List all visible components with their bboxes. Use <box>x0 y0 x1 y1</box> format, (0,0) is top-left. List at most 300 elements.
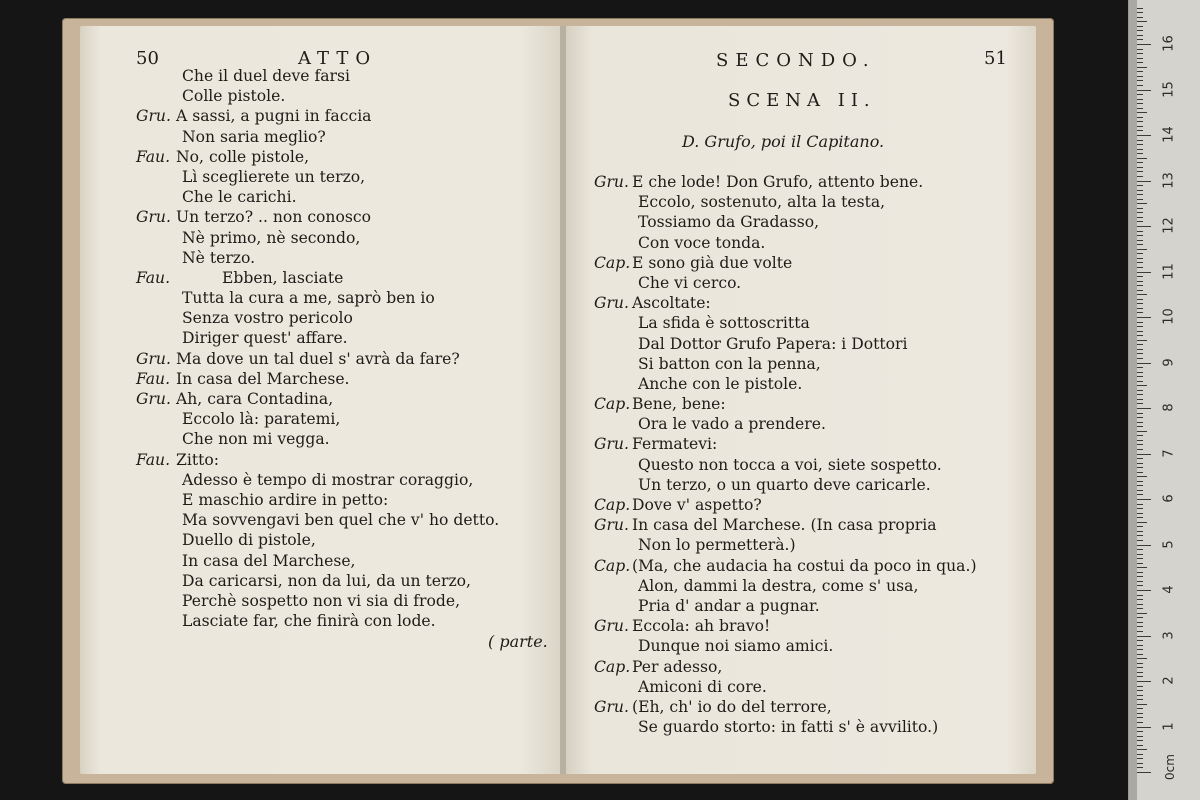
speaker-label: Fau. <box>136 268 171 287</box>
ruler-tick <box>1137 458 1143 459</box>
verse-text: Ascoltate: <box>632 294 711 313</box>
ruler-tick <box>1137 140 1143 141</box>
verse-text: Dunque noi siamo amici. <box>638 637 834 656</box>
ruler-tick <box>1137 403 1143 404</box>
ruler-tick <box>1137 240 1143 241</box>
ruler-tick <box>1137 499 1151 500</box>
ruler-tick <box>1137 686 1143 687</box>
ruler-tick <box>1137 613 1147 614</box>
speaker-label: Cap. <box>594 556 631 575</box>
text-line <box>136 369 556 389</box>
ruler-tick <box>1137 149 1143 150</box>
ruler-tick <box>1137 467 1143 468</box>
speaker-label: Gru. <box>594 516 629 535</box>
ruler-tick <box>1137 554 1143 555</box>
text-line <box>594 192 1030 212</box>
ruler-tick <box>1137 358 1143 359</box>
ruler-tick <box>1137 372 1143 373</box>
left-text-block <box>136 66 556 631</box>
ruler-tick <box>1137 713 1143 714</box>
text-line <box>594 434 1030 454</box>
ruler-tick <box>1137 590 1151 591</box>
text-line <box>136 551 556 571</box>
verse-text: Che vi cerco. <box>638 273 742 292</box>
ruler-tick <box>1137 181 1151 182</box>
ruler-tick <box>1137 422 1143 423</box>
ruler-tick <box>1137 708 1143 709</box>
ruler-tick <box>1137 262 1143 263</box>
ruler-tick <box>1137 676 1143 677</box>
ruler-tick <box>1137 85 1143 86</box>
text-line <box>136 591 556 611</box>
ruler-tick <box>1137 444 1143 445</box>
measuring-ruler <box>1128 0 1200 800</box>
ruler-tick <box>1137 540 1143 541</box>
ruler-tick <box>1137 30 1143 31</box>
right-text-block <box>594 172 1030 737</box>
text-line <box>594 636 1030 656</box>
verse-text: La sfida è sottoscritta <box>638 314 810 333</box>
verse-text: Perchè sospetto non vi sia di frode, <box>182 591 461 610</box>
verse-text: Ma sovvengavi ben quel che v' ho detto. <box>182 511 500 530</box>
ruler-tick <box>1137 26 1143 27</box>
text-line <box>136 127 556 147</box>
ruler-tick <box>1137 472 1143 473</box>
speaker-label: Gru. <box>594 294 629 313</box>
text-line <box>594 717 1030 737</box>
ruler-tick <box>1137 763 1143 764</box>
verse-text: Nè primo, nè secondo, <box>182 228 361 247</box>
ruler-tick <box>1137 740 1143 741</box>
ruler-tick <box>1137 772 1151 773</box>
ruler-tick <box>1137 158 1147 159</box>
ruler-tick <box>1137 435 1143 436</box>
ruler-tick <box>1137 12 1143 13</box>
ruler-tick <box>1137 394 1143 395</box>
text-line <box>136 86 556 106</box>
ruler-tick <box>1137 417 1143 418</box>
text-line <box>594 657 1030 677</box>
verse-text: Eccola: ah bravo! <box>632 617 771 636</box>
verse-text: Nè terzo. <box>182 248 256 267</box>
text-line <box>594 576 1030 596</box>
speaker-label: Gru. <box>136 107 171 126</box>
text-line <box>594 677 1030 697</box>
text-line <box>136 571 556 591</box>
ruler-tick <box>1137 699 1143 700</box>
ruler-tick <box>1137 349 1143 350</box>
ruler-tick <box>1137 199 1143 200</box>
speaker-label: Gru. <box>136 208 171 227</box>
ruler-tick <box>1137 49 1143 50</box>
ruler-tick <box>1137 622 1143 623</box>
ruler-tick <box>1137 258 1143 259</box>
speaker-label: Cap. <box>594 657 631 676</box>
ruler-tick <box>1137 754 1143 755</box>
text-line <box>136 450 556 470</box>
running-head-right: SECONDO. <box>716 50 876 71</box>
text-line <box>594 394 1030 414</box>
ruler-tick <box>1137 640 1143 641</box>
verse-text: Ma dove un tal duel s' avrà da fare? <box>176 349 460 368</box>
text-line <box>136 470 556 490</box>
ruler-tick <box>1137 99 1143 100</box>
ruler-tick <box>1137 308 1143 309</box>
ruler-tick <box>1137 340 1147 341</box>
text-line <box>594 233 1030 253</box>
ruler-tick <box>1137 576 1143 577</box>
ruler-tick <box>1137 8 1143 9</box>
ruler-tick <box>1137 185 1143 186</box>
text-line <box>136 530 556 550</box>
text-line <box>136 308 556 328</box>
verse-text: Diriger quest' affare. <box>182 329 348 348</box>
verse-text: Eccolo là: paratemi, <box>182 410 341 429</box>
verse-text: In casa del Marchese. (In casa propria <box>632 516 937 535</box>
ruler-tick <box>1137 344 1143 345</box>
verse-text: Che il duel deve farsi <box>182 67 351 85</box>
ruler-tick <box>1137 363 1151 364</box>
ruler-tick <box>1137 431 1147 432</box>
speaker-label: Gru. <box>594 697 629 716</box>
ruler-tick <box>1137 294 1147 295</box>
ruler-tick <box>1137 162 1143 163</box>
speaker-label: Cap. <box>594 253 631 272</box>
ruler-tick <box>1137 426 1143 427</box>
running-head-left: ATTO <box>298 48 378 69</box>
ruler-tick <box>1137 626 1143 627</box>
ruler-tick <box>1137 572 1143 573</box>
ruler-tick <box>1137 317 1151 318</box>
ruler-number: 14 <box>1161 126 1177 143</box>
ruler-number: 10 <box>1161 308 1177 325</box>
verse-text: Colle pistole. <box>182 87 286 106</box>
left-page <box>80 26 564 774</box>
text-line <box>594 495 1030 515</box>
ruler-tick <box>1137 281 1143 282</box>
speaker-label: Fau. <box>136 369 171 388</box>
verse-text: Tutta la cura a me, saprò ben io <box>182 289 435 308</box>
ruler-tick <box>1137 654 1143 655</box>
ruler-tick <box>1137 71 1143 72</box>
ruler-tick <box>1137 276 1143 277</box>
ruler-tick <box>1137 217 1143 218</box>
ruler-tick <box>1137 663 1143 664</box>
speaker-label: Cap. <box>594 395 631 414</box>
verse-text: In casa del Marchese. <box>176 369 350 388</box>
ruler-tick <box>1137 112 1147 113</box>
verse-text: No, colle pistole, <box>176 147 310 166</box>
ruler-number: 16 <box>1161 35 1177 52</box>
ruler-number: 7 <box>1161 448 1177 458</box>
ruler-tick <box>1137 745 1143 746</box>
speaker-label: Gru. <box>594 617 629 636</box>
verse-text: Per adesso, <box>632 657 723 676</box>
ruler-tick <box>1137 408 1151 409</box>
verse-text: Si batton con la penna, <box>638 354 821 373</box>
text-line <box>594 697 1030 717</box>
verse-text: Lì sceglierete un terzo, <box>182 167 366 186</box>
ruler-tick <box>1137 171 1143 172</box>
text-line <box>136 268 556 288</box>
ruler-tick <box>1137 736 1143 737</box>
ruler-number: 15 <box>1161 80 1177 98</box>
ruler-tick <box>1137 563 1143 564</box>
text-line <box>136 106 556 126</box>
ruler-tick <box>1137 517 1143 518</box>
ruler-tick <box>1137 727 1151 728</box>
ruler-tick <box>1137 117 1143 118</box>
verse-text: Eccolo, sostenuto, alta la testa, <box>638 193 886 212</box>
text-line <box>594 253 1030 273</box>
ruler-tick <box>1137 526 1143 527</box>
verse-text: Dal Dottor Grufo Papera: i Dottori <box>638 334 908 353</box>
speaker-label: Gru. <box>136 349 171 368</box>
verse-text: E che lode! Don Grufo, attento bene. <box>632 173 924 191</box>
ruler-tick <box>1137 203 1147 204</box>
text-line <box>594 414 1030 434</box>
ruler-tick <box>1137 53 1143 54</box>
verse-text: Adesso è tempo di mostrar coraggio, <box>182 470 474 489</box>
ruler-number: 3 <box>1161 630 1177 640</box>
ruler-tick <box>1137 717 1143 718</box>
ruler-tick <box>1137 376 1143 377</box>
right-page <box>566 26 1036 774</box>
ruler-tick <box>1137 758 1143 759</box>
text-line <box>594 455 1030 475</box>
ruler-tick <box>1137 667 1143 668</box>
verse-text: Pria d' andar a pugnar. <box>638 596 820 615</box>
verse-text: Un terzo, o un quarto deve caricarle. <box>638 475 931 494</box>
text-line <box>136 389 556 409</box>
text-line <box>136 349 556 369</box>
ruler-tick <box>1137 285 1143 286</box>
text-line <box>136 66 556 86</box>
text-line <box>594 475 1030 495</box>
ruler-tick <box>1137 672 1143 673</box>
verse-text: Alon, dammi la destra, come s' usa, <box>638 576 919 595</box>
verse-text: A sassi, a pugni in faccia <box>176 107 372 126</box>
ruler-tick <box>1137 272 1151 273</box>
ruler-tick <box>1137 494 1143 495</box>
ruler-tick <box>1137 690 1143 691</box>
ruler-tick <box>1137 17 1143 18</box>
ruler-tick <box>1137 126 1143 127</box>
verse-text: Dove v' aspetto? <box>632 496 762 514</box>
ruler-tick <box>1137 722 1143 723</box>
ruler-number: 13 <box>1161 171 1177 189</box>
text-line <box>136 187 556 207</box>
speaker-label: Cap. <box>594 496 631 514</box>
ruler-tick <box>1137 322 1143 323</box>
ruler-tick <box>1137 39 1143 40</box>
ruler-tick <box>1137 221 1143 222</box>
ruler-unit-label: 0cm <box>1163 754 1177 780</box>
ruler-tick <box>1137 176 1143 177</box>
verse-text: Ora le vado a prendere. <box>638 415 826 434</box>
page-number-left: 50 <box>136 48 159 69</box>
ruler-tick <box>1137 481 1143 482</box>
verse-text: E sono già due volte <box>632 253 793 272</box>
ruler-tick <box>1137 267 1143 268</box>
ruler-tick <box>1137 704 1147 705</box>
ruler-edge <box>1129 0 1137 800</box>
speaker-label: Gru. <box>594 435 629 454</box>
text-line <box>594 293 1030 313</box>
ruler-tick <box>1137 335 1143 336</box>
ruler-tick <box>1137 504 1143 505</box>
verse-text: (Eh, ch' io do del terrore, <box>632 697 832 716</box>
ruler-tick <box>1137 231 1143 232</box>
verse-text: (Ma, che audacia ha costui da poco in qua.) <box>632 556 977 575</box>
ruler-tick <box>1137 636 1151 637</box>
ruler-number: 9 <box>1161 357 1177 367</box>
text-line <box>136 207 556 227</box>
text-line <box>594 354 1030 374</box>
ruler-tick <box>1137 167 1143 168</box>
text-line <box>594 334 1030 354</box>
ruler-tick <box>1137 121 1143 122</box>
text-line <box>136 611 556 631</box>
ruler-tick <box>1137 235 1143 236</box>
ruler-tick <box>1137 558 1143 559</box>
text-line <box>594 212 1030 232</box>
verse-text: Anche con le pistole. <box>638 374 803 393</box>
ruler-number: 1 <box>1161 721 1177 731</box>
ruler-number: 2 <box>1161 676 1177 685</box>
verse-text: Non saria meglio? <box>182 127 326 146</box>
ruler-tick <box>1137 303 1143 304</box>
ruler-tick <box>1137 21 1147 22</box>
speaker-label: Gru. <box>136 390 171 408</box>
ruler-tick <box>1137 130 1143 131</box>
ruler-tick <box>1137 212 1143 213</box>
ruler-tick <box>1137 208 1143 209</box>
ruler-number: 11 <box>1161 262 1177 280</box>
ruler-number: 12 <box>1161 217 1177 234</box>
ruler-tick <box>1137 531 1143 532</box>
ruler-tick <box>1137 94 1143 95</box>
ruler-tick <box>1137 749 1147 750</box>
text-line <box>136 248 556 268</box>
ruler-tick <box>1137 631 1143 632</box>
ruler-tick <box>1137 90 1151 91</box>
ruler-number: 4 <box>1161 585 1177 594</box>
ruler-tick <box>1137 390 1143 391</box>
ruler-tick <box>1137 595 1143 596</box>
text-line <box>136 429 556 449</box>
verse-text: Se guardo storto: in fatti s' è avvilito.) <box>638 718 939 737</box>
verse-text: Che non mi vegga. <box>182 430 330 449</box>
ruler-tick <box>1137 44 1151 45</box>
ruler-tick <box>1137 299 1143 300</box>
ruler-tick <box>1137 244 1143 245</box>
ruler-tick <box>1137 508 1143 509</box>
ruler-tick <box>1137 144 1143 145</box>
ruler-tick <box>1137 62 1143 63</box>
text-line <box>136 490 556 510</box>
verse-text: In casa del Marchese, <box>182 551 356 570</box>
ruler-tick <box>1137 608 1143 609</box>
text-line <box>594 172 1030 192</box>
verse-text: Senza vostro pericolo <box>182 309 353 328</box>
ruler-tick <box>1137 399 1143 400</box>
text-line <box>594 374 1030 394</box>
ruler-tick <box>1137 513 1143 514</box>
page-number-right: 51 <box>984 48 1007 69</box>
text-line <box>594 616 1030 636</box>
ruler-tick <box>1137 463 1143 464</box>
speaker-label: Fau. <box>136 147 171 166</box>
ruler-number: 6 <box>1161 494 1177 503</box>
ruler-tick <box>1137 485 1143 486</box>
ruler-tick <box>1137 226 1151 227</box>
verse-text: Un terzo? .. non conosco <box>176 208 371 227</box>
ruler-tick <box>1137 103 1143 104</box>
ruler-tick <box>1137 767 1143 768</box>
scene-subtitle: D. Grufo, poi il Capitano. <box>682 132 885 151</box>
ruler-tick <box>1137 549 1143 550</box>
ruler-tick <box>1137 190 1143 191</box>
ruler-tick <box>1137 76 1143 77</box>
verse-text: Che le carichi. <box>182 188 297 207</box>
speaker-label: Fau. <box>136 450 171 469</box>
verse-text: Amiconi di core. <box>638 677 767 696</box>
verse-text: Da caricarsi, non da lui, da un terzo, <box>182 571 472 590</box>
ruler-number: 8 <box>1161 403 1177 412</box>
ruler-tick <box>1137 290 1143 291</box>
ruler-tick <box>1137 326 1143 327</box>
ruler-tick <box>1137 681 1151 682</box>
ruler-tick <box>1137 658 1147 659</box>
ruler-tick <box>1137 67 1147 68</box>
ruler-tick <box>1137 454 1151 455</box>
ruler-tick <box>1137 731 1143 732</box>
text-line <box>136 409 556 429</box>
ruler-tick <box>1137 449 1143 450</box>
verse-text: Ah, cara Contadina, <box>176 390 334 408</box>
text-line <box>594 556 1030 576</box>
ruler-tick <box>1137 490 1143 491</box>
verse-text: Zitto: <box>176 450 219 469</box>
ruler-tick <box>1137 381 1143 382</box>
ruler-tick <box>1137 535 1143 536</box>
ruler-tick <box>1137 522 1147 523</box>
ruler-tick <box>1137 153 1143 154</box>
ruler-tick <box>1137 312 1143 313</box>
text-line <box>594 535 1030 555</box>
ruler-tick <box>1137 440 1143 441</box>
scene-title: SCENA II. <box>728 90 876 111</box>
ruler-tick <box>1137 331 1143 332</box>
text-line <box>594 515 1030 535</box>
ruler-tick <box>1137 545 1151 546</box>
verse-text: Ebben, lasciate <box>222 268 344 287</box>
text-line <box>594 313 1030 333</box>
ruler-tick <box>1137 367 1143 368</box>
ruler-tick <box>1137 80 1143 81</box>
ruler-tick <box>1137 599 1143 600</box>
ruler-tick <box>1137 58 1143 59</box>
text-line <box>136 147 556 167</box>
text-line <box>136 288 556 308</box>
ruler-tick <box>1137 413 1143 414</box>
ruler-number: 5 <box>1161 539 1177 549</box>
ruler-tick <box>1137 604 1143 605</box>
text-line <box>136 228 556 248</box>
text-line <box>594 273 1030 293</box>
ruler-tick <box>1137 253 1143 254</box>
